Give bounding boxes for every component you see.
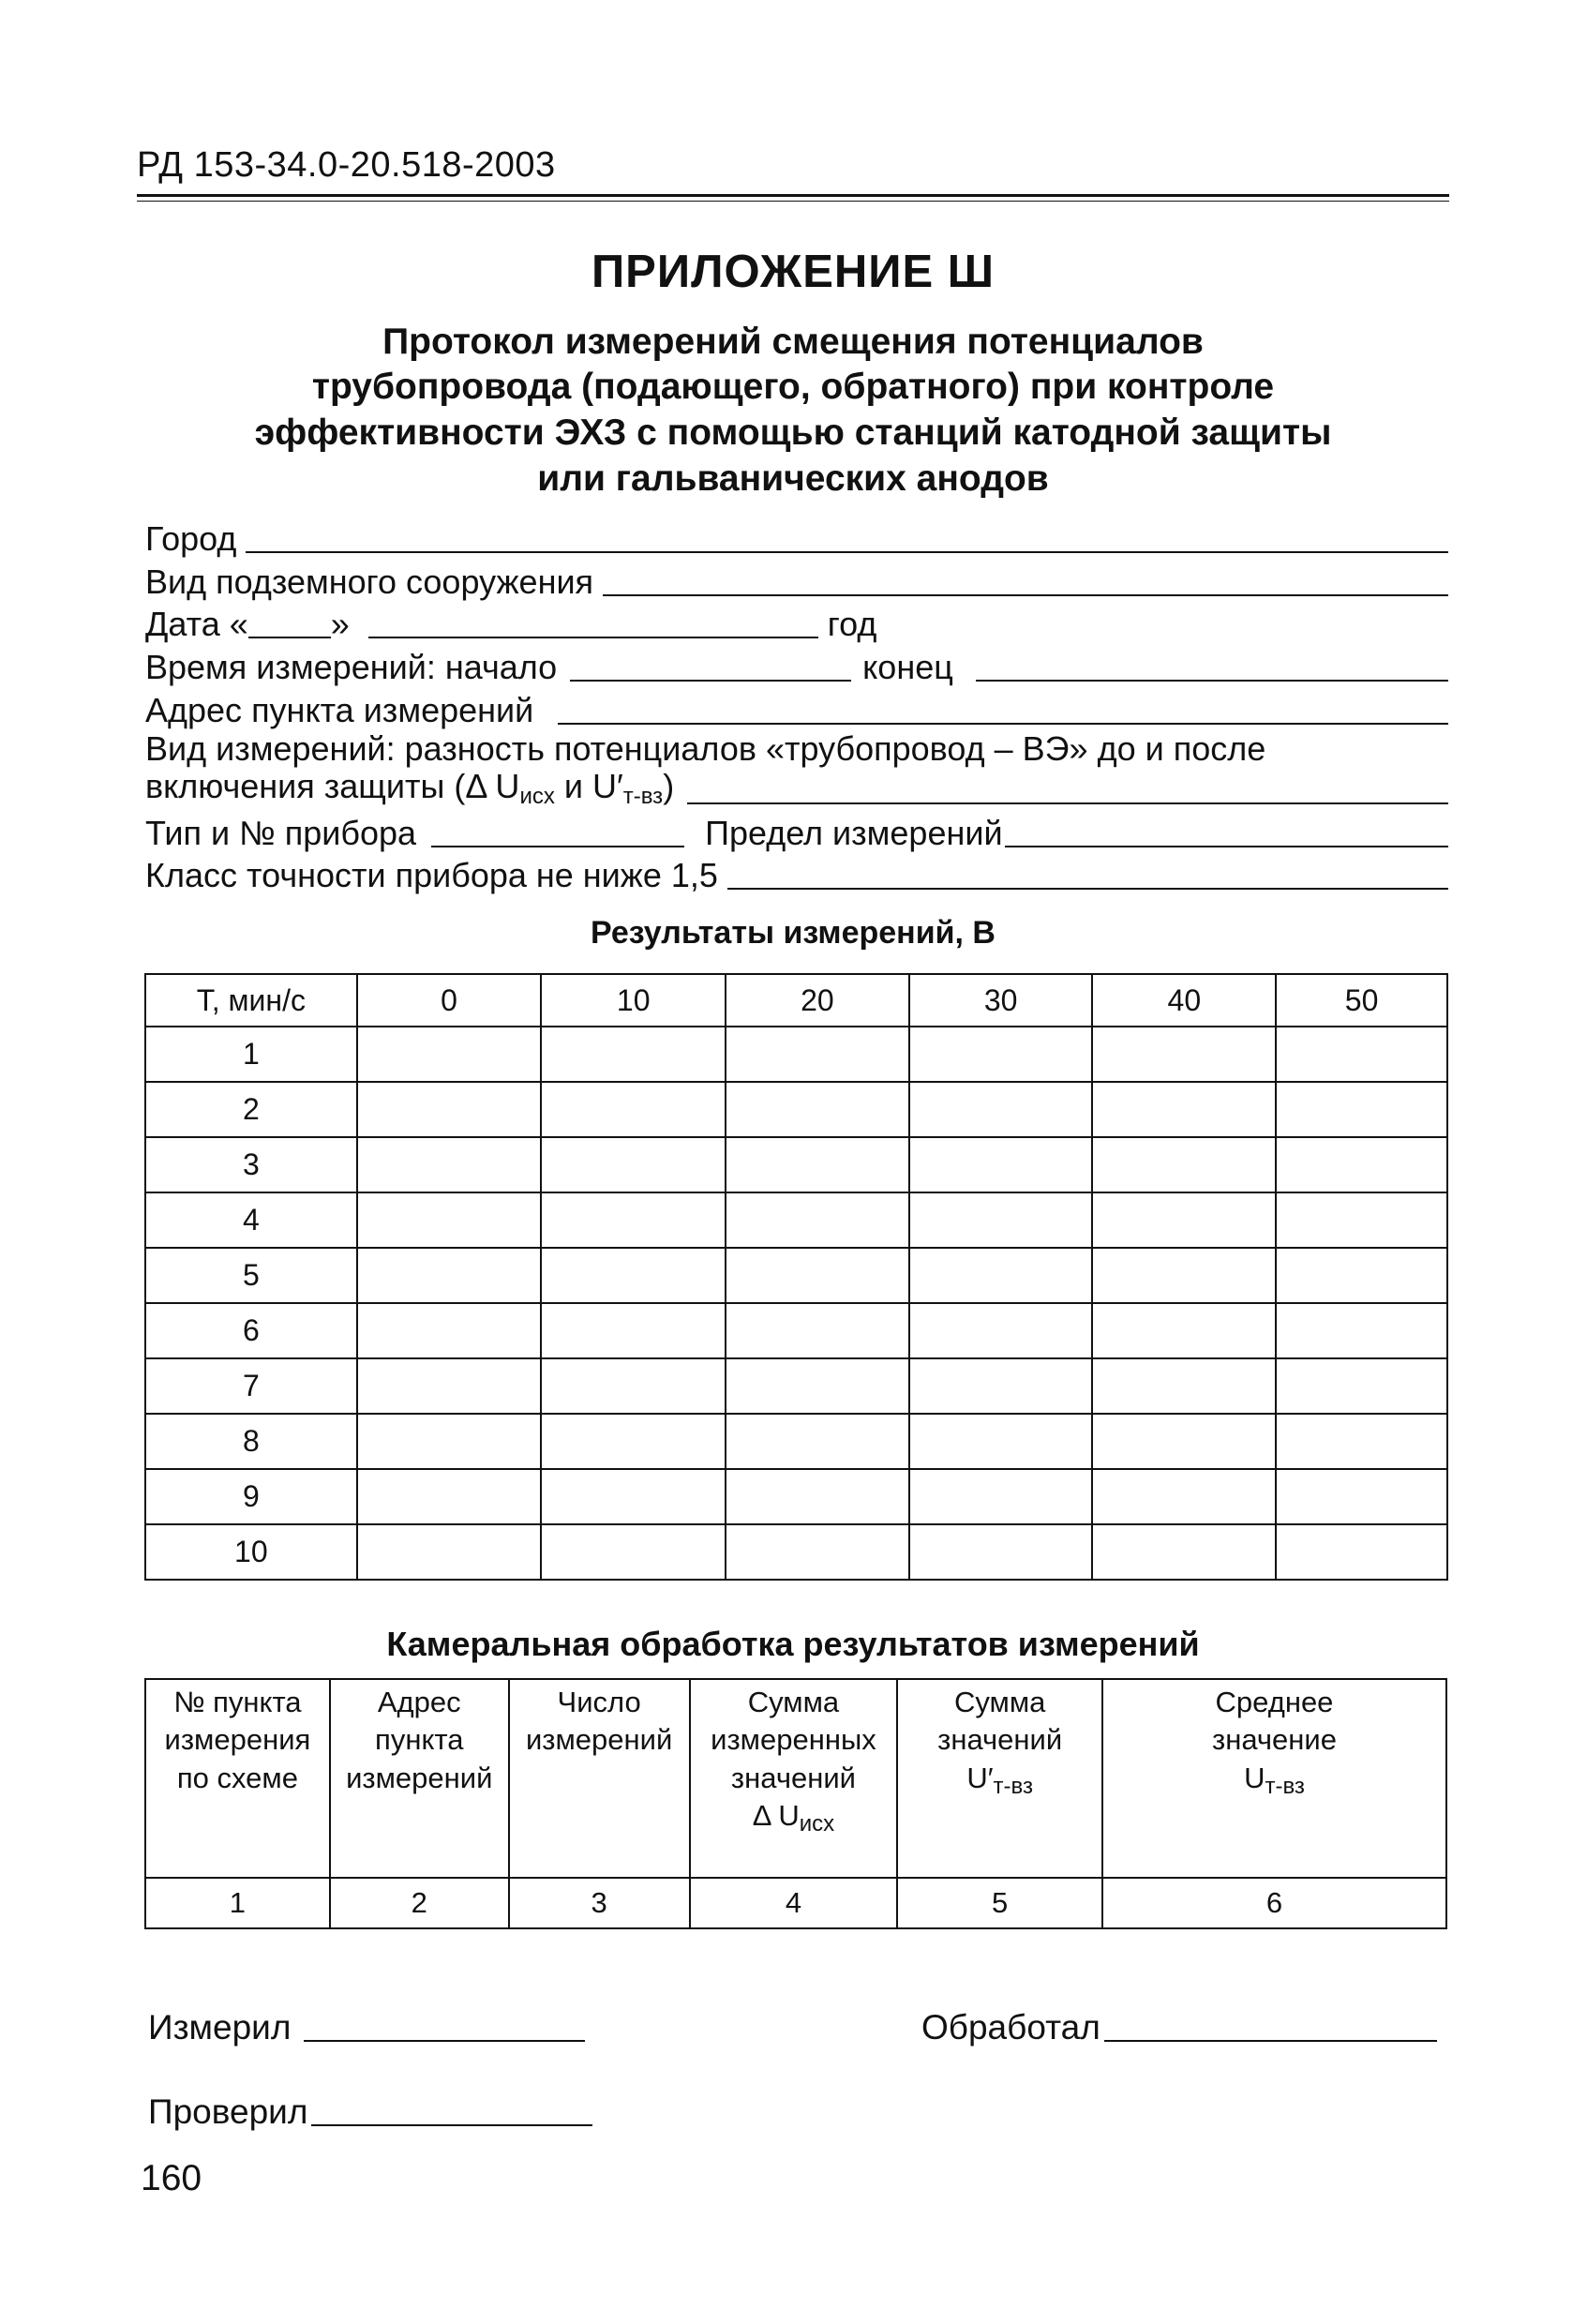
results-cell[interactable] xyxy=(357,1358,542,1414)
results-row xyxy=(145,1469,1447,1524)
results-header-row xyxy=(145,974,1447,1027)
results-header-minute: 30 xyxy=(909,974,1093,1027)
results-row xyxy=(145,1027,1447,1082)
accuracy-row xyxy=(145,852,1448,895)
document-code: РД 153-34.0-20.518-2003 xyxy=(137,145,556,185)
results-cell[interactable] xyxy=(1276,1082,1447,1137)
results-cell[interactable] xyxy=(1092,1137,1276,1192)
results-header-minute: 50 xyxy=(1276,974,1447,1027)
results-cell[interactable] xyxy=(909,1137,1093,1192)
results-cell[interactable] xyxy=(1276,1414,1447,1469)
results-row xyxy=(145,1137,1447,1192)
measured-by-row xyxy=(148,2008,585,2047)
results-cell[interactable] xyxy=(357,1248,542,1303)
results-cell[interactable] xyxy=(357,1082,542,1137)
results-cell[interactable] xyxy=(726,1414,909,1469)
results-cell[interactable] xyxy=(541,1027,726,1082)
results-row-number: 9 xyxy=(145,1469,357,1524)
processing-col-number: 4 xyxy=(690,1878,898,1928)
results-cell[interactable] xyxy=(909,1358,1093,1414)
measure-type-label-cont: включения защиты (Δ $U_{исх}$ и $U'_{т-вз}$) xyxy=(145,767,675,809)
structure-type-field[interactable] xyxy=(603,594,1448,596)
results-cell[interactable] xyxy=(909,1303,1093,1358)
results-row xyxy=(145,1082,1447,1137)
results-cell[interactable] xyxy=(1276,1192,1447,1248)
results-row-number: 3 xyxy=(145,1137,357,1192)
results-table xyxy=(144,973,1448,1581)
year-label: год xyxy=(827,605,877,643)
results-header-minute: 0 xyxy=(357,974,542,1027)
results-row xyxy=(145,1192,1447,1248)
header-rule xyxy=(137,194,1449,197)
measured-by-label: Измерил xyxy=(148,2008,292,2047)
results-cell[interactable] xyxy=(541,1192,726,1248)
subtitle-line-4: или гальванических анодов xyxy=(537,458,1049,499)
results-cell[interactable] xyxy=(726,1524,909,1580)
results-row xyxy=(145,1248,1447,1303)
processed-by-row xyxy=(921,2008,1437,2047)
results-cell[interactable] xyxy=(726,1469,909,1524)
results-cell[interactable] xyxy=(1092,1248,1276,1303)
subtitle-line-3: эффективности ЭХЗ с помощью станций катодной защиты xyxy=(254,412,1332,453)
time-start-field[interactable] xyxy=(570,680,851,682)
measure-type-row-2 xyxy=(145,767,1448,810)
subtitle-line-2: трубопровода (подающего, обратного) при контроле xyxy=(311,367,1275,407)
checked-by-label: Проверил xyxy=(148,2092,308,2131)
results-cell[interactable] xyxy=(1092,1027,1276,1082)
device-field[interactable] xyxy=(431,846,684,847)
structure-type-label: Вид подземного сооружения xyxy=(145,562,594,601)
results-cell[interactable] xyxy=(726,1137,909,1192)
results-row-number: 5 xyxy=(145,1248,357,1303)
results-cell[interactable] xyxy=(1276,1248,1447,1303)
processing-table xyxy=(144,1678,1447,1929)
appendix-title: ПРИЛОЖЕНИЕ Ш xyxy=(591,247,996,297)
results-row xyxy=(145,1303,1447,1358)
processing-header-count: Число измерений xyxy=(509,1679,690,1878)
results-cell[interactable] xyxy=(541,1524,726,1580)
processing-header-address: Адрес пункта измерений xyxy=(330,1679,509,1878)
results-cell[interactable] xyxy=(1092,1524,1276,1580)
results-cell[interactable] xyxy=(357,1414,542,1469)
processing-header-point-number: № пункта измерения по схеме xyxy=(145,1679,330,1878)
date-close-quote: » xyxy=(330,605,350,643)
results-cell[interactable] xyxy=(909,1248,1093,1303)
results-cell[interactable] xyxy=(726,1192,909,1248)
subtitle-line-1: Протокол измерений смещения потенциалов xyxy=(382,322,1204,362)
accuracy-field[interactable] xyxy=(727,888,1448,890)
address-label: Адрес пункта измерений xyxy=(145,691,534,729)
device-row xyxy=(145,810,1448,853)
results-cell[interactable] xyxy=(541,1469,726,1524)
results-cell[interactable] xyxy=(726,1082,909,1137)
results-cell[interactable] xyxy=(1092,1192,1276,1248)
results-cell[interactable] xyxy=(1276,1027,1447,1082)
processing-header-average: Среднее значение $U_{т-вз}$ xyxy=(1102,1679,1446,1878)
time-start-label: Время измерений: начало xyxy=(145,648,558,686)
results-row-number: 7 xyxy=(145,1358,357,1414)
results-cell[interactable] xyxy=(357,1303,542,1358)
address-field[interactable] xyxy=(558,723,1448,725)
processed-by-field[interactable] xyxy=(1104,2040,1437,2042)
city-label: Город xyxy=(145,519,237,558)
results-cell[interactable] xyxy=(1276,1303,1447,1358)
results-cell[interactable] xyxy=(357,1469,542,1524)
date-day-field[interactable] xyxy=(248,637,331,638)
results-cell[interactable] xyxy=(726,1303,909,1358)
time-end-label: конец xyxy=(862,648,953,686)
results-cell[interactable] xyxy=(909,1082,1093,1137)
results-row-number: 4 xyxy=(145,1192,357,1248)
results-row xyxy=(145,1524,1447,1580)
checked-by-field[interactable] xyxy=(311,2124,592,2126)
time-end-field[interactable] xyxy=(976,680,1448,682)
address-row xyxy=(145,687,1448,730)
city-row xyxy=(145,516,1448,559)
results-row-number: 2 xyxy=(145,1082,357,1137)
range-label: Предел измерений xyxy=(705,814,1003,852)
results-cell[interactable] xyxy=(357,1192,542,1248)
measure-type-label: Вид измерений: разность потенциалов «трубопровод – ВЭ» до и после xyxy=(145,729,1266,768)
results-cell[interactable] xyxy=(357,1137,542,1192)
results-row-number: 10 xyxy=(145,1524,357,1580)
results-cell[interactable] xyxy=(541,1414,726,1469)
range-field[interactable] xyxy=(1005,846,1448,847)
results-cell[interactable] xyxy=(541,1137,726,1192)
city-field[interactable] xyxy=(246,551,1448,553)
results-header-minute: 10 xyxy=(541,974,726,1027)
processing-header-row xyxy=(145,1679,1446,1878)
measured-by-field[interactable] xyxy=(304,2040,585,2042)
results-cell[interactable] xyxy=(541,1358,726,1414)
results-row xyxy=(145,1358,1447,1414)
results-cell[interactable] xyxy=(1276,1358,1447,1414)
processing-header-sum-measured: Сумма измеренных значений Δ $U_{исх}$ xyxy=(690,1679,898,1878)
processing-col-number: 2 xyxy=(330,1878,509,1928)
results-title: Результаты измерений, В xyxy=(591,915,996,951)
processing-header-sum-values: Сумма значений $U'_{т-вз}$ xyxy=(897,1679,1102,1878)
processing-col-number: 1 xyxy=(145,1878,330,1928)
results-cell[interactable] xyxy=(726,1248,909,1303)
results-cell[interactable] xyxy=(541,1303,726,1358)
device-label: Тип и № прибора xyxy=(145,814,417,852)
page-number: 160 xyxy=(141,2158,202,2198)
results-cell[interactable] xyxy=(1092,1082,1276,1137)
results-row-number: 6 xyxy=(145,1303,357,1358)
header-rule-thin xyxy=(137,201,1449,202)
results-cell[interactable] xyxy=(357,1027,542,1082)
results-header-minute: 40 xyxy=(1092,974,1276,1027)
results-cell[interactable] xyxy=(1092,1469,1276,1524)
results-cell[interactable] xyxy=(909,1414,1093,1469)
time-row xyxy=(145,644,1448,687)
processing-title: Камеральная обработка результатов измерений xyxy=(386,1625,1200,1663)
processing-number-row xyxy=(145,1878,1446,1928)
processed-by-label: Обработал xyxy=(921,2008,1100,2047)
results-header-time: Т, мин/с xyxy=(145,974,357,1027)
results-cell[interactable] xyxy=(726,1027,909,1082)
results-cell[interactable] xyxy=(726,1358,909,1414)
structure-type-row xyxy=(145,559,1448,602)
results-cell[interactable] xyxy=(1276,1469,1447,1524)
results-cell[interactable] xyxy=(909,1524,1093,1580)
results-cell[interactable] xyxy=(541,1248,726,1303)
results-cell[interactable] xyxy=(1092,1303,1276,1358)
processing-col-number: 3 xyxy=(509,1878,690,1928)
results-cell[interactable] xyxy=(541,1082,726,1137)
results-row xyxy=(145,1414,1447,1469)
date-month-field[interactable] xyxy=(368,637,818,638)
results-header-minute: 20 xyxy=(726,974,909,1027)
processing-col-number: 6 xyxy=(1102,1878,1446,1928)
processing-col-number: 5 xyxy=(897,1878,1102,1928)
measure-type-field[interactable] xyxy=(687,802,1448,804)
accuracy-label: Класс точности прибора не ниже 1,5 xyxy=(145,856,718,894)
measure-type-row-1 xyxy=(145,726,1448,769)
results-cell[interactable] xyxy=(909,1469,1093,1524)
results-cell[interactable] xyxy=(1276,1137,1447,1192)
results-cell[interactable] xyxy=(357,1524,542,1580)
results-cell[interactable] xyxy=(1276,1524,1447,1580)
results-row-number: 8 xyxy=(145,1414,357,1469)
results-cell[interactable] xyxy=(1092,1358,1276,1414)
results-row-number: 1 xyxy=(145,1027,357,1082)
checked-by-row xyxy=(148,2092,592,2132)
results-cell[interactable] xyxy=(909,1027,1093,1082)
date-row xyxy=(145,601,1448,644)
results-cell[interactable] xyxy=(909,1192,1093,1248)
date-label: Дата « xyxy=(145,605,248,643)
results-cell[interactable] xyxy=(1092,1414,1276,1469)
